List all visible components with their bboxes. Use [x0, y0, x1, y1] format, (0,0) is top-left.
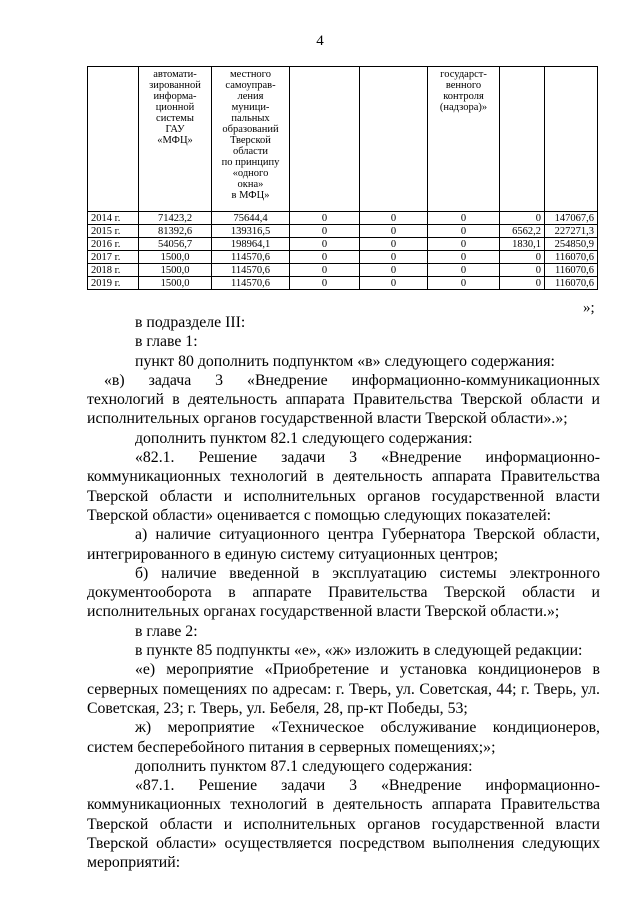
header-line: ГАУ: [165, 124, 185, 135]
paragraph: «82.1. Решение задачи 3 «Внедрение информационно-коммуникационных технологий в деятельность аппарата Правительства Тверской области и исполнительных органов государственной власти Тверской области» оценивается с помощью следующих показателей:: [87, 449, 600, 524]
value-cell: 0: [360, 212, 428, 225]
header-cell: [545, 67, 598, 212]
value-cell: 116070,6: [545, 251, 598, 264]
header-line: системы: [156, 113, 194, 124]
paragraph: в главе 2:: [135, 622, 198, 640]
value-cell: 0: [428, 212, 500, 225]
header-line: в МФЦ»: [231, 190, 270, 201]
value-cell: 114570,6: [212, 251, 290, 264]
value-cell: 0: [428, 277, 500, 290]
value-cell: 0: [428, 225, 500, 238]
table-row: [88, 277, 598, 290]
year-cell: 2019 г.: [88, 277, 139, 290]
paragraph: в пункте 85 подпункты «е», «ж» изложить в следующей редакции:: [135, 642, 583, 660]
header-line: венного: [445, 80, 482, 91]
value-cell: 0: [360, 277, 428, 290]
header-line: пальных: [231, 113, 270, 124]
header-line: образований: [222, 124, 279, 135]
value-cell: 114570,6: [212, 277, 290, 290]
paragraph: а) наличие ситуационного центра Губернатора Тверской области, интегрированного в единую систему ситуационных центров;: [87, 526, 600, 563]
paragraph: дополнить пунктом 87.1 следующего содержания:: [135, 757, 473, 775]
value-cell: 0: [428, 264, 500, 277]
value-cell: 139316,5: [212, 225, 290, 238]
value-cell: 1830,1: [500, 238, 545, 251]
value-cell: 254850,9: [545, 238, 598, 251]
value-cell: 147067,6: [545, 212, 598, 225]
year-cell: 2018 г.: [88, 264, 139, 277]
header-cell: [212, 67, 290, 212]
header-line: «МФЦ»: [157, 135, 193, 146]
value-cell: 81392,6: [139, 225, 212, 238]
value-cell: 198964,1: [212, 238, 290, 251]
header-cell: [500, 67, 545, 212]
header-line: государст-: [440, 69, 487, 80]
header-cell: [290, 67, 360, 212]
header-cell: [88, 67, 139, 212]
header-line: окна»: [237, 179, 264, 190]
value-cell: 71423,2: [139, 212, 212, 225]
paragraph: пункт 80 дополнить подпунктом «в» следующего содержания:: [135, 352, 555, 370]
value-cell: 6562,2: [500, 225, 545, 238]
header-line: ления: [237, 91, 264, 102]
value-cell: 116070,6: [545, 264, 598, 277]
value-cell: 0: [500, 212, 545, 225]
value-cell: 1500,0: [139, 251, 212, 264]
header-line: самоуправ-: [225, 80, 276, 91]
value-cell: 0: [500, 251, 545, 264]
value-cell: 0: [360, 264, 428, 277]
header-line: ционной: [155, 102, 195, 113]
value-cell: 114570,6: [212, 264, 290, 277]
year-cell: 2016 г.: [88, 238, 139, 251]
table-row: [88, 212, 598, 225]
value-cell: 0: [428, 251, 500, 264]
value-cell: 0: [360, 225, 428, 238]
value-cell: 0: [290, 264, 360, 277]
header-cell: [428, 67, 500, 212]
value-cell: 0: [428, 238, 500, 251]
header-line: контроля: [443, 91, 484, 102]
header-cell: [139, 67, 212, 212]
paragraph: в подразделе III:: [135, 314, 246, 331]
paragraph: дополнить пунктом 82.1 следующего содержания:: [135, 429, 473, 447]
paragraph: б) наличие введенной в эксплуатацию системы электронного документооборота в аппарате Правительства Тверской области и исполнительных органах государственной власти Тверской области.»;: [87, 564, 600, 621]
page-number: 4: [316, 33, 324, 49]
table-row: [88, 238, 598, 251]
header-line: по принципу: [221, 157, 280, 168]
value-cell: 0: [360, 251, 428, 264]
closing-quote: »;: [583, 300, 595, 316]
table-row: [88, 251, 598, 264]
value-cell: 1500,0: [139, 264, 212, 277]
value-cell: 75644,4: [212, 212, 290, 225]
year-cell: 2015 г.: [88, 225, 139, 238]
value-cell: 0: [290, 212, 360, 225]
header-cell: [360, 67, 428, 212]
paragraph: «е) мероприятие «Приобретение и установка кондиционеров в серверных помещениях по адресам: г. Тверь, ул. Советская, 44; г. Тверь, ул. Советская, 23; г. Тверь, ул. Бебеля, 28, пр-кт Победы, 53;: [87, 661, 600, 717]
value-cell: 0: [500, 277, 545, 290]
value-cell: 116070,6: [545, 277, 598, 290]
value-cell: 54056,7: [139, 238, 212, 251]
header-line: (надзора)»: [439, 102, 488, 113]
paragraph: «в) задача 3 «Внедрение информационно-коммуникационных технологий в деятельность аппарата Правительства Тверской области и исполнительных органов государственной власти Тверской области».»;: [87, 371, 600, 428]
document-body: [87, 313, 600, 873]
financing-table: [87, 66, 598, 290]
header-line: местного: [230, 69, 271, 80]
value-cell: 1500,0: [139, 277, 212, 290]
paragraph: в главе 1:: [135, 333, 198, 351]
value-cell: 0: [290, 277, 360, 290]
header-line: области: [232, 146, 269, 157]
value-cell: 0: [290, 251, 360, 264]
year-cell: 2014 г.: [88, 212, 139, 225]
value-cell: 0: [290, 238, 360, 251]
header-line: автомати-: [153, 69, 197, 80]
table-row: [88, 225, 598, 238]
value-cell: 0: [500, 264, 545, 277]
value-cell: 0: [290, 225, 360, 238]
header-line: «одного: [232, 168, 269, 179]
value-cell: 227271,3: [545, 225, 598, 238]
year-cell: 2017 г.: [88, 251, 139, 264]
paragraph: ж) мероприятие «Техническое обслуживание кондиционеров, систем бесперебойного питания в серверных помещениях;»;: [87, 719, 600, 756]
header-line: муници-: [231, 102, 270, 113]
table-header-row: [88, 67, 598, 212]
value-cell: 0: [360, 238, 428, 251]
header-line: Тверской: [230, 135, 271, 146]
header-line: зированной: [149, 80, 201, 91]
header-line: информа-: [153, 91, 197, 102]
table-row: [88, 264, 598, 277]
paragraph: «87.1. Решение задачи 3 «Внедрение информационно-коммуникационных технологий в деятельность аппарата Правительства Тверской области и исполнительных органов государственной власти Тверской области» осуществляется посредством выполнения следующих мероприятий:: [87, 777, 600, 872]
